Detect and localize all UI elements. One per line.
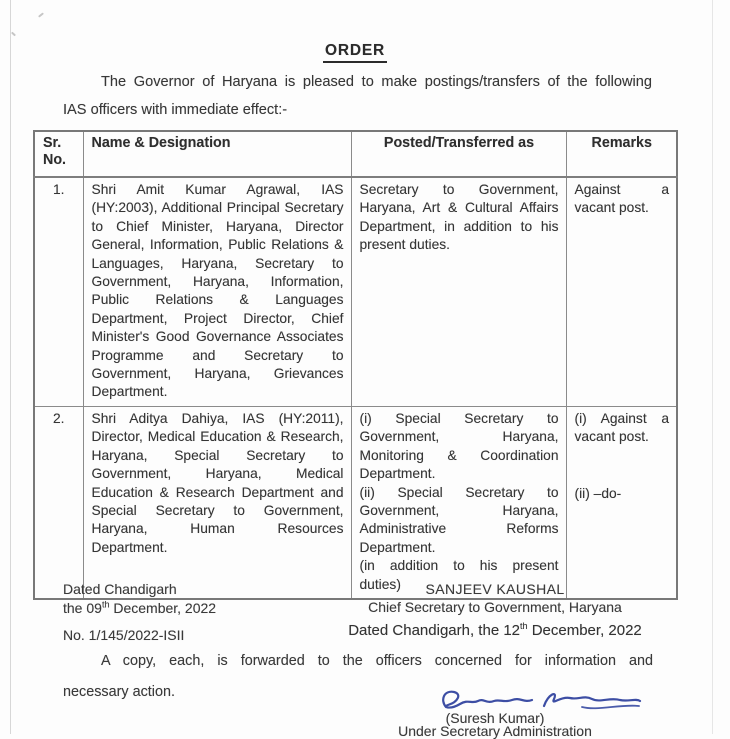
order-title: ORDER <box>323 42 387 63</box>
row2-posted-item-2: (ii) Special Secretary to Government, Haryana, Administrative Reforms Department. <box>359 484 559 555</box>
scan-edge-left <box>10 0 11 734</box>
header-name-designation: Name & Designation <box>83 131 351 177</box>
row2-posted-note: (in addition to his present duties) <box>359 558 559 592</box>
row1-posted-transferred <box>351 177 566 406</box>
row2-remarks-item-1: (i) Against a vacant post. <box>574 410 669 445</box>
row2-posted-transferred <box>351 406 566 599</box>
signature-stroke <box>582 706 639 709</box>
row1-name-designation: Shri Amit Kumar Agrawal, IAS (HY:2003), Additional Principal Secretary to Chief Minister, Haryana, Director General, Information, Public Relations & Languages, Haryana, Secretary to Government, Haryana, Information, Public Relations & Languages Department, Project Director, Chief Minister's Good Governance Associates Programme and Secretary to Government, Haryana, Grievances Department. <box>83 177 351 406</box>
header-remarks: Remarks <box>566 131 677 177</box>
dated-date-left <box>63 600 216 616</box>
row2-sr-no: 2. <box>34 406 83 599</box>
signing-officer-name: SANJEEV KAUSHAL <box>425 581 565 597</box>
dated-date-right <box>300 622 690 639</box>
table-row <box>34 406 677 599</box>
row1-remarks-text: Against a vacant post. <box>574 182 669 216</box>
row1-remarks <box>566 177 677 406</box>
row1-posted-text: Secretary to Government, Haryana, Art & Cultural Affairs Department, in addition to his present duties. <box>359 182 559 253</box>
signing-officer-title: Chief Secretary to Government, Haryana <box>368 599 622 615</box>
row2-name-designation: Shri Aditya Dahiya, IAS (HY:2011), Director, Medical Education & Research, Haryana, Special Secretary to Government, Haryana, Medical Education & Research Department and Special Secretary to Government, Haryana, Human Resources Department. <box>83 406 351 599</box>
intro-line-1: The Governor of Haryana is pleased to make postings/transfers of the following <box>101 74 652 90</box>
row2-posted-item-1: (i) Special Secretary to Government, Haryana, Monitoring & Coordination Department. <box>359 410 559 482</box>
table-row <box>34 177 677 406</box>
row2-remarks-item-2: (ii) –do- <box>574 485 622 501</box>
row1-sr-no: 1. <box>34 177 83 406</box>
date-left-ordinal: th <box>101 599 110 610</box>
copy-note-line-2: necessary action. <box>63 684 175 700</box>
file-number: No. 1/145/2022-ISII <box>63 627 185 643</box>
scan-edge-right <box>712 0 713 734</box>
date-right-pre: Dated Chandigarh, the 12 <box>348 622 521 639</box>
date-left-post: December, 2022 <box>109 600 217 616</box>
signature-stroke <box>443 692 532 708</box>
date-left-pre: the 09 <box>63 600 102 616</box>
header-posted-transferred: Posted/Transferred as <box>351 131 566 177</box>
signer-title: Under Secretary Administration <box>398 723 592 739</box>
signature-stroke <box>544 694 640 706</box>
dated-place-left: Dated Chandigarh <box>63 581 177 597</box>
pencil-mark <box>38 12 44 17</box>
header-sr-no: Sr. No. <box>34 131 83 177</box>
date-right-ordinal: th <box>520 621 528 631</box>
pencil-mark <box>11 32 16 37</box>
postings-table <box>33 130 678 600</box>
copy-note-line-1: A copy, each, is forwarded to the officers concerned for information and <box>101 653 653 669</box>
table-header-row <box>34 131 677 177</box>
signer-name: (Suresh Kumar) <box>445 710 545 726</box>
date-right-post: December, 2022 <box>527 622 642 639</box>
row2-remarks <box>566 406 677 599</box>
intro-line-2: IAS officers with immediate effect:- <box>63 102 288 118</box>
